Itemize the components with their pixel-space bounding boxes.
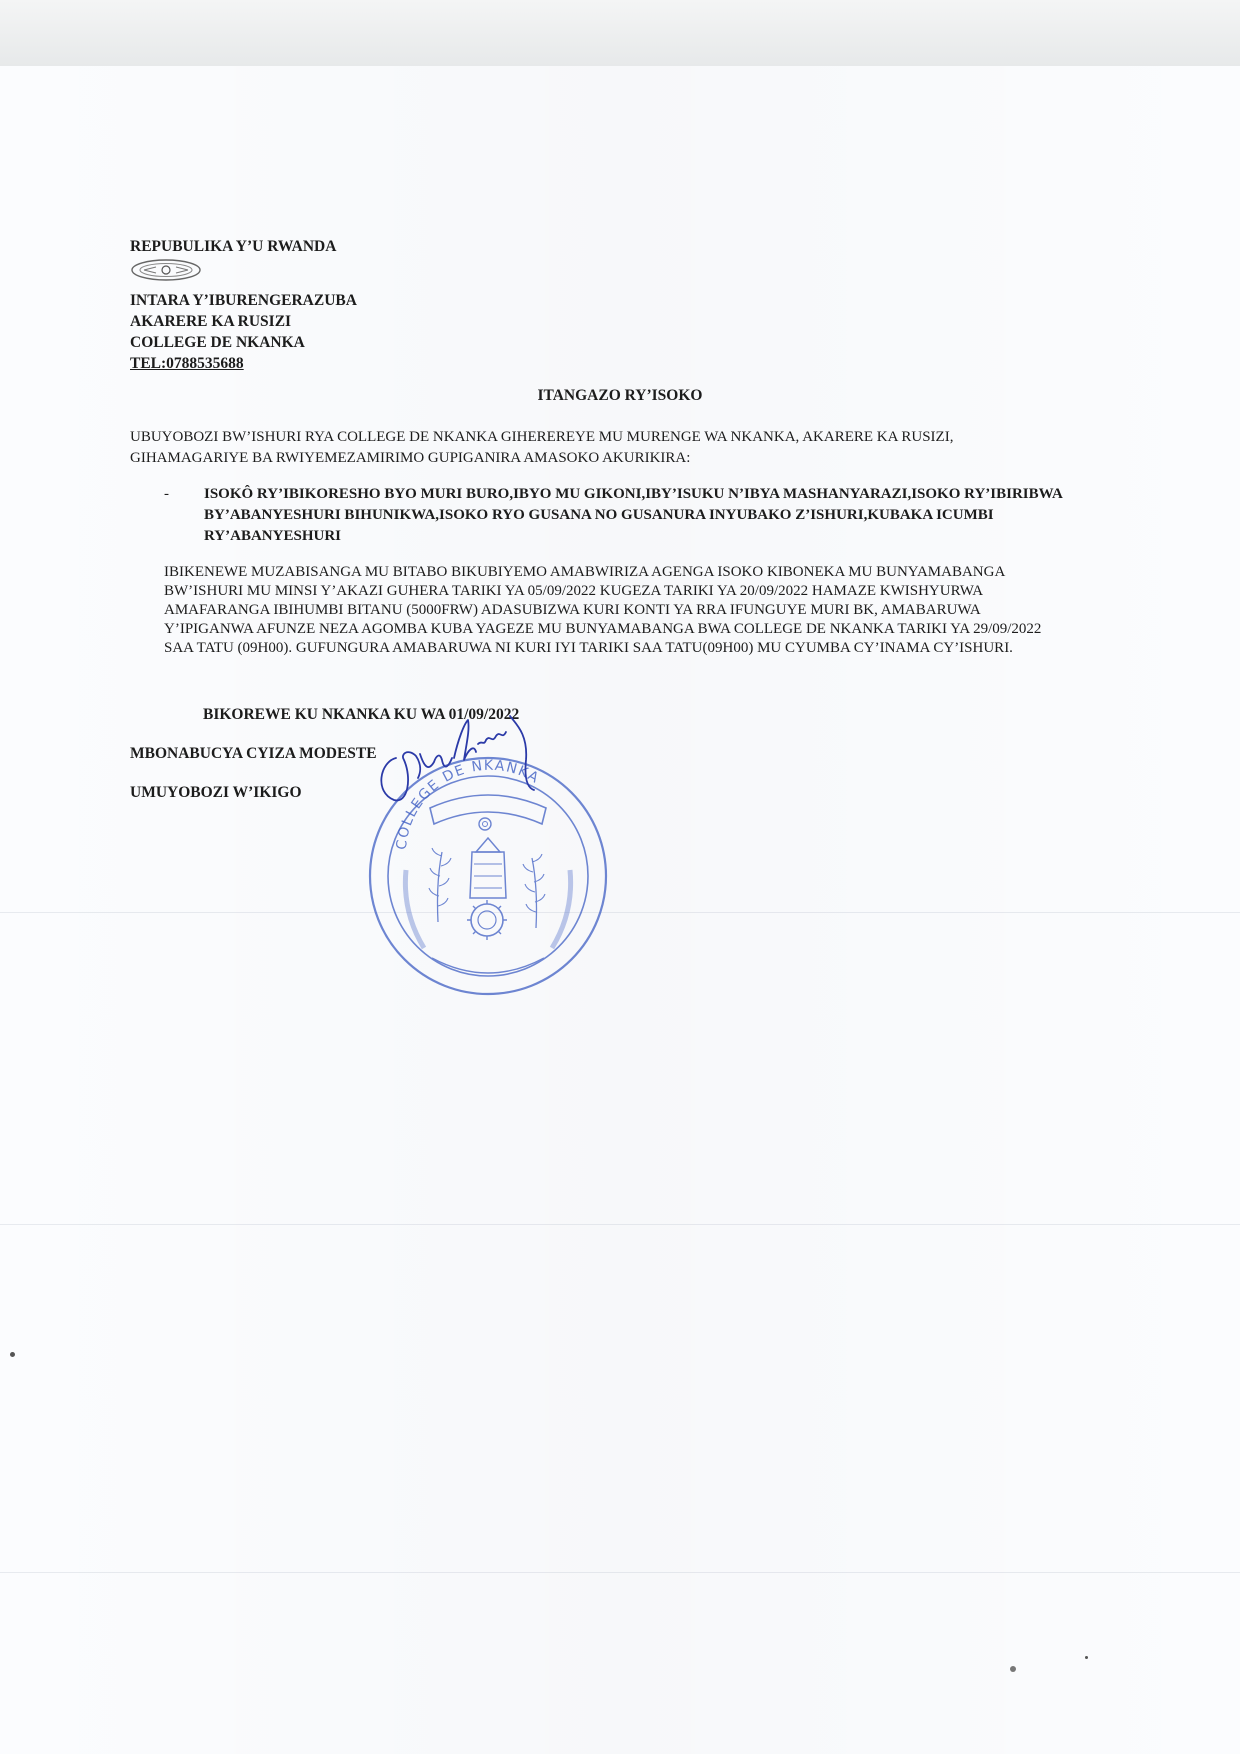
signer-role: UMUYOBOZI W’IKIGO <box>130 784 302 801</box>
document-title: ITANGAZO RY’ISOKO <box>537 387 703 404</box>
letterhead <box>130 236 357 374</box>
stamp-text: COLLEGE DE NKANKA <box>393 757 543 851</box>
telephone: TEL:0788535688 <box>130 355 244 372</box>
school-name: COLLEGE DE NKANKA <box>130 334 305 351</box>
speck <box>10 1352 15 1357</box>
handwritten-signature <box>378 700 558 820</box>
speck <box>1010 1666 1016 1672</box>
date-line: BIKOREWE KU NKANKA KU WA 01/09/2022 <box>203 706 520 723</box>
scan-border <box>0 0 1240 66</box>
signer-name: MBONABUCYA CYIZA MODESTE <box>130 745 377 762</box>
tender-items-text: ISOKÔ RY’IBIKORESHO BYO MURI BURO,IBYO MU GIKONI,IBY’ISUKU N’IBYA MASHANYARAZI,ISOKO RY’IBIRIBWA BY’ABANYESHURI BIHUNIKWA,ISOKO RYO GUSANA NO GUSANURA INYUBAKO Z’ISHURI,KUBAKA ICUMBI RY’ABANYESHURI <box>204 486 1062 544</box>
country-name: REPUBULIKA Y’U RWANDA <box>130 238 337 255</box>
details-paragraph: IBIKENEWE MUZABISANGA MU BITABO BIKUBIYEMO AMABWIRIZA AGENGA ISOKO KIBONEKA MU BUNYAMABANGA BW’ISHURI MU MINSI Y’AKAZI GUHERA TARIKI YA 05/09/2022 KUGEZA TARIKI YA 20/09/2022 HAMAZE KWISHYURWA AMAFARANGA IBIHUMBI BITANU (5000FRW) ADASUBIZWA KURI KONTI YA RRA IFUNGUYE MURI BK, AMABARUWA Y’IPIGANWA AFUNZE NEZA AGOMBA KUBA YAGEZE MU BUNYAMABANGA BWA COLLEGE DE NKANKA TARIKI YA 29/09/2022 SAA TATU (09H00). GUFUNGURA AMABARUWA NI KURI IYI TARIKI SAA TATU(09H00) MU CYUMBA CY’INAMA CY’ISHURI. <box>164 564 1042 656</box>
bullet-marker: - <box>164 486 169 502</box>
province-name: INTARA Y’IBURENGERAZUBA <box>130 292 357 309</box>
intro-paragraph: UBUYOBOZI BW’ISHURI RYA COLLEGE DE NKANKA GIHEREREYE MU MURENGE WA NKANKA, AKARERE KA RUSIZI, GIHAMAGARIYE BA RWIYEMEZAMIRIMO GUPIGANIRA AMASOKO AKURIKIRA: <box>130 429 954 466</box>
national-emblem-icon <box>130 257 357 290</box>
speck <box>1085 1656 1088 1659</box>
district-name: AKARERE KA RUSIZI <box>130 313 292 330</box>
